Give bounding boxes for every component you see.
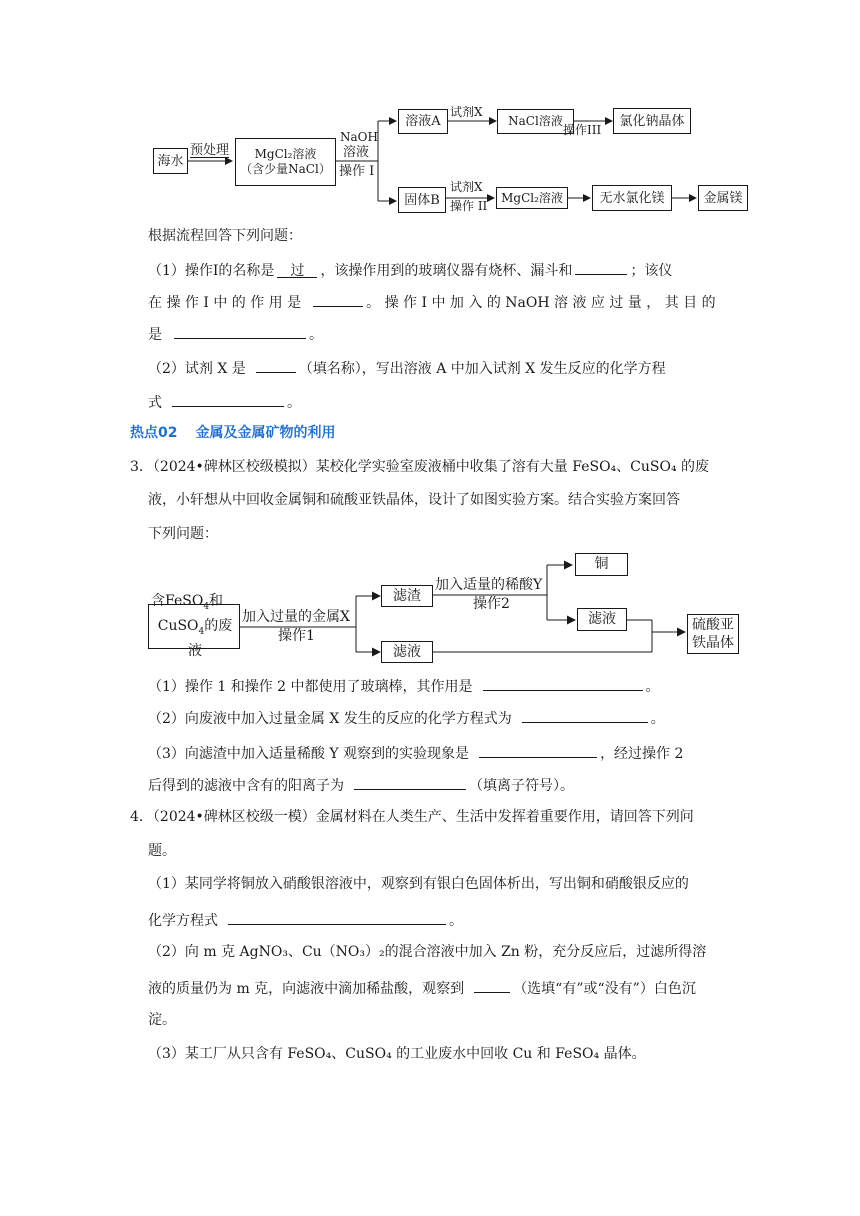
nacl-crystal-label: 氯化钠晶体 bbox=[619, 113, 685, 129]
q3-s3a: （3）向滤渣中加入适量稀酸 Y 观察到的实验现象是 bbox=[148, 746, 470, 762]
q2-p4a: （2）试剂 X 是 bbox=[148, 361, 246, 377]
naoh-solution-label: 溶液 bbox=[343, 145, 370, 160]
op2-label: 操作 II bbox=[450, 199, 488, 213]
q2-p5a: 式 bbox=[148, 395, 162, 411]
q3-s4a: 后得到的滤液中含有的阳离子为 bbox=[148, 778, 344, 794]
q3-sub1 bbox=[148, 674, 660, 697]
waste-line2 bbox=[151, 617, 239, 661]
copper-box bbox=[575, 553, 628, 576]
q2-p5b: 。 bbox=[287, 395, 301, 411]
op1-label: 操作 I bbox=[339, 164, 375, 179]
nacl-solution-label: NaCl溶液 bbox=[508, 114, 563, 128]
q2-p3b: 。 bbox=[309, 327, 323, 343]
q3-s1a: （1）操作 1 和操作 2 中都使用了玻璃棒，其作用是 bbox=[148, 679, 473, 695]
mgcl2-note: （含少量NaCl） bbox=[240, 162, 331, 176]
answer-blank[interactable] bbox=[228, 908, 446, 925]
q2-p3a: 是 bbox=[148, 327, 162, 343]
waste-liquid-box bbox=[148, 593, 240, 659]
q4-sub2-line3: 淀。 bbox=[148, 1012, 176, 1028]
section-title: 金属及金属矿物的利用 bbox=[195, 425, 336, 441]
subscript-4: 4 bbox=[198, 626, 205, 637]
q4-sub1-line2 bbox=[148, 908, 463, 931]
section-code: 热点02 bbox=[130, 425, 178, 441]
answer-blank[interactable] bbox=[483, 674, 643, 691]
q3-sub3-line2 bbox=[148, 773, 574, 796]
q4-sub2-line1: （2）向 m 克 AgNO₃、Cu（NO₃）₂的混合溶液中加入 Zn 粉，充分反应后，过滤所得溶 bbox=[148, 944, 707, 960]
q4-a2a: 化学方程式 bbox=[148, 913, 218, 929]
operation2-label: 操作2 bbox=[473, 596, 510, 612]
waste-line1-end: 和 bbox=[209, 593, 224, 610]
seawater-label: 海水 bbox=[157, 153, 184, 169]
question-intro: 根据流程回答下列问题： bbox=[148, 228, 302, 244]
filtrate-top-box bbox=[577, 608, 627, 631]
answer-blank[interactable] bbox=[522, 706, 648, 723]
copper-label: 铜 bbox=[594, 556, 609, 572]
anhydrous-mgcl2-label: 无水氯化镁 bbox=[599, 190, 665, 206]
waste-line2-end: 的废液 bbox=[188, 618, 233, 659]
q2-p1a: （1）操作I的名称是 bbox=[148, 263, 275, 279]
op3-label: 操作III bbox=[563, 123, 602, 137]
reagent-x-top-label: 试剂X bbox=[450, 105, 483, 119]
q3-stem-line2: 液，小轩想从中回收金属铜和硫酸亚铁晶体，设计了如图实验方案。结合实验方案回答 bbox=[148, 492, 680, 508]
q3-s3b: ，经过操作 2 bbox=[600, 746, 684, 762]
naoh-label: NaOH bbox=[340, 130, 378, 144]
operation1-label: 操作1 bbox=[278, 628, 315, 644]
q4-b2b: （选填“有”或“没有”）白色沉 bbox=[513, 981, 696, 997]
reagent-x-bottom-label: 试剂X bbox=[450, 180, 483, 194]
pretreat-label: 预处理 bbox=[190, 143, 230, 158]
subscript-4: 4 bbox=[203, 602, 210, 612]
residue-box bbox=[381, 585, 433, 607]
mgcl2-label: MgCl₂溶液 bbox=[254, 147, 317, 161]
filtrate-bottom-box bbox=[381, 641, 433, 663]
metal-mg-label: 金属镁 bbox=[703, 190, 743, 206]
q2-p4b: （填名称），写出溶液 A 中加入试剂 X 发生反应的化学方程 bbox=[298, 361, 666, 377]
q3-s1b: 。 bbox=[645, 679, 660, 695]
waste-line1-text: 含FeSO bbox=[151, 593, 204, 610]
q3-s4b: （填离子符号）。 bbox=[469, 778, 574, 794]
q4-a2b: 。 bbox=[449, 913, 463, 929]
answer-blank-filled: 过 bbox=[277, 261, 317, 278]
q2-p1b: ，该操作用到的玻璃仪器有烧杯、漏斗和 bbox=[320, 263, 573, 279]
q2-p1c: ；该仪 bbox=[630, 263, 673, 279]
waste-line1 bbox=[151, 592, 223, 617]
add-metal-label: 加入过量的金属X bbox=[242, 609, 350, 625]
product-line1: 硫酸亚 bbox=[692, 617, 734, 633]
residue-label: 滤渣 bbox=[393, 587, 421, 604]
q3-sub2 bbox=[148, 706, 665, 729]
q4-sub3-line1: （3）某工厂从只含有 FeSO₄、CuSO₄ 的工业废水中回收 Cu 和 FeSO₄ 晶体。 bbox=[148, 1046, 646, 1062]
q4-sub1-line1: （1）某同学将铜放入硝酸银溶液中，观察到有银白色固体析出，写出铜和硝酸银反应的 bbox=[148, 876, 689, 892]
filtrate-bottom-label: 滤液 bbox=[393, 643, 421, 660]
q3-s2a: （2）向废液中加入过量金属 X 发生的反应的化学方程式为 bbox=[148, 711, 512, 727]
add-acid-label: 加入适量的稀酸Y bbox=[435, 577, 543, 593]
q4-stem-line1: 4．（2024•碑林区校级一模）金属材料在人类生产、生活中发挥着重要作用，请回答下列问 bbox=[130, 809, 694, 825]
q3-s2b: 。 bbox=[650, 711, 665, 727]
q3-stem-line1: 3．（2024•碑林区校级模拟）某校化学实验室废液桶中收集了溶有大量 FeSO₄、CuSO₄ 的废 bbox=[130, 459, 710, 475]
q4-b2a: 液的质量仍为 m 克，向滤液中滴加稀盐酸，观察到 bbox=[148, 981, 465, 997]
filtrate-top-label: 滤液 bbox=[588, 611, 616, 627]
q2-p2a: 在 操 作 I 中 的 作 用 是 bbox=[148, 295, 302, 311]
q4-sub2-line2 bbox=[148, 976, 696, 999]
solid-b-label: 固体B bbox=[404, 192, 440, 208]
q3-sub3-line1 bbox=[148, 741, 683, 764]
product-box bbox=[687, 614, 739, 654]
q3-stem-line3: 下列问题： bbox=[148, 526, 218, 542]
mgcl2-solution-label: MgCl₂溶液 bbox=[501, 190, 563, 205]
product-line2: 铁晶体 bbox=[692, 635, 734, 651]
answer-blank[interactable] bbox=[479, 741, 597, 758]
q4-stem-line2: 题。 bbox=[148, 843, 176, 859]
solution-a-label: 溶液A bbox=[405, 114, 441, 129]
waste-line2-text: CuSO bbox=[157, 618, 199, 634]
answer-blank[interactable] bbox=[474, 976, 510, 993]
q2-p2b: 。 操 作 I 中 加 入 的 NaOH 溶 液 应 过 量 ， 其 目 的 bbox=[366, 295, 716, 311]
answer-blank[interactable] bbox=[354, 773, 466, 790]
